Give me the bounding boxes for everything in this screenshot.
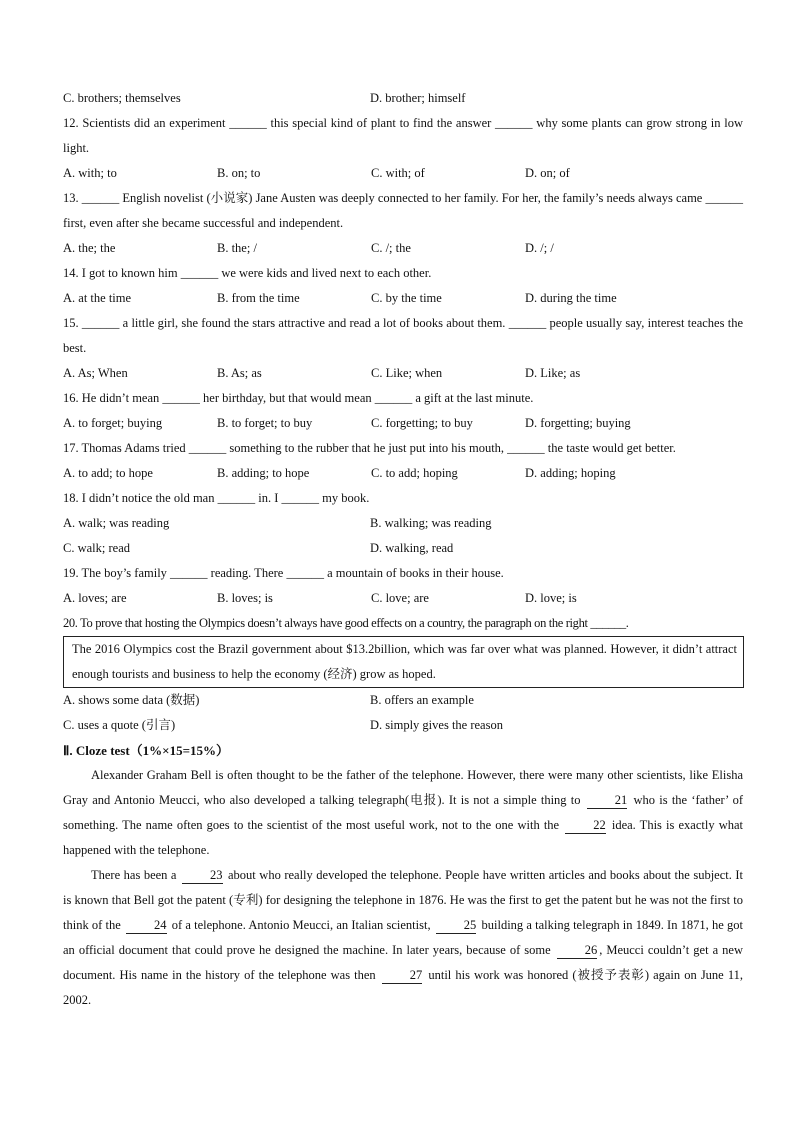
- question-13-stem: 13. ______ English novelist (小说家) Jane Austen was deeply connected to her family. For her, the family’s needs always came ______ first, even after she became successful and independent.: [63, 191, 743, 230]
- cloze-text: Alexander Graham Bell is often thought to be the father of the telephone. However, there were many other scientists, like Elisha Gray and Antonio Meucci, who also developed a talking telegraph(电报). It is not a simple thing to: [63, 768, 743, 807]
- question-12-stem: 12. Scientists did an experiment ______ this special kind of plant to find the answer ______ why some plants can grow strong in low light.: [63, 116, 743, 155]
- question-17-stem: 17. Thomas Adams tried ______ something to the rubber that he just put into his mouth, ______ the taste would get better.: [63, 441, 676, 455]
- cloze-text: building a talking telegraph in 1849. In 1871, he got an official document that could prove he designed the machine. In later years, because of some: [63, 918, 743, 957]
- question-16-stem: 16. He didn’t mean ______ her birthday, but that would mean ______ a gift at the last minute.: [63, 391, 534, 405]
- option-b: B. on; to: [217, 166, 261, 180]
- option-a: A. to forget; buying: [63, 416, 163, 430]
- cloze-text: of a telephone. Antonio Meucci, an Italian scientist,: [168, 918, 434, 932]
- option-d: D. /; /: [525, 241, 554, 255]
- option-d: D. love; is: [525, 591, 577, 605]
- question-20-stem: 20. To prove that hosting the Olympics doesn’t always have good effects on a country, the paragraph on the right ______.: [63, 616, 629, 630]
- option-d: D. during the time: [525, 291, 617, 305]
- option-d: D. forgetting; buying: [525, 416, 631, 430]
- option-b: B. adding; to hope: [217, 466, 310, 480]
- option-c: C. brothers; themselves: [63, 91, 181, 105]
- option-c: C. uses a quote (引言): [63, 718, 176, 732]
- cloze-text: There has been a: [91, 868, 180, 882]
- option-a: A. shows some data (数据): [63, 693, 200, 707]
- question-20-options-row2: [63, 713, 743, 738]
- option-c: C. love; are: [371, 591, 429, 605]
- option-d: D. simply gives the reason: [370, 718, 503, 732]
- blank-26[interactable]: 26: [557, 943, 598, 959]
- question-18-stem: 18. I didn’t notice the old man ______ in. I ______ my book.: [63, 491, 370, 505]
- question-12-options: [63, 161, 743, 186]
- blank-25[interactable]: 25: [436, 918, 477, 934]
- question-13-options: [63, 236, 743, 261]
- cloze-text: until his work was honored (被授予表彰) again on June 11, 2002.: [63, 968, 743, 1007]
- option-a: A. at the time: [63, 291, 132, 305]
- blank-21[interactable]: 21: [587, 793, 628, 809]
- question-14-stem: 14. I got to known him ______ we were kids and lived next to each other.: [63, 266, 432, 280]
- exam-page: [63, 86, 743, 1013]
- option-d: D. adding; hoping: [525, 466, 616, 480]
- blank-24[interactable]: 24: [126, 918, 167, 934]
- option-c: C. by the time: [371, 291, 442, 305]
- option-a: A. to add; to hope: [63, 466, 153, 480]
- option-b: B. offers an example: [370, 693, 474, 707]
- option-b: B. the; /: [217, 241, 257, 255]
- cloze-text: idea. This is exactly what happened with the telephone.: [63, 818, 743, 857]
- option-a: A. loves; are: [63, 591, 127, 605]
- blank-27[interactable]: 27: [382, 968, 423, 984]
- question-20-passage-box: The 2016 Olympics cost the Brazil government about $13.2billion, which was far over what was planned. However, it didn’t attract enough tourists and business to help the economy (经济) grow as hoped.: [63, 636, 744, 688]
- cloze-paragraph-1: [63, 763, 743, 863]
- cloze-text: who is the ‘father’ of something. The name often goes to the scientist of the most useful work, not to the one with the: [63, 793, 743, 832]
- question-19-options: [63, 586, 743, 611]
- option-d: D. walking, read: [370, 541, 454, 555]
- question-14-options: [63, 286, 743, 311]
- option-d: D. Like; as: [525, 366, 581, 380]
- question-15-options: [63, 361, 743, 386]
- q11-options: [63, 86, 743, 111]
- option-a: A. walk; was reading: [63, 516, 170, 530]
- question-16-options: [63, 411, 743, 436]
- option-d: D. on; of: [525, 166, 570, 180]
- option-c: C. forgetting; to buy: [371, 416, 473, 430]
- option-b: B. loves; is: [217, 591, 273, 605]
- option-c: C. walk; read: [63, 541, 130, 555]
- option-d: D. brother; himself: [370, 91, 466, 105]
- option-a: A. the; the: [63, 241, 116, 255]
- question-18-options-row2: [63, 536, 743, 561]
- option-a: A. with; to: [63, 166, 117, 180]
- question-17-options: [63, 461, 743, 486]
- question-15-stem: 15. ______ a little girl, she found the stars attractive and read a lot of books about them. ______ people usually say, interest teaches the best.: [63, 316, 743, 355]
- cloze-paragraph-2: [63, 863, 743, 1013]
- option-b: B. to forget; to buy: [217, 416, 313, 430]
- section-title-cloze: Ⅱ. Cloze test（1%×15=15%）: [63, 743, 229, 758]
- option-b: B. from the time: [217, 291, 300, 305]
- question-20-options-row1: [63, 688, 743, 713]
- cloze-text: , Meucci couldn’t get a new document. His name in the history of the telephone was then: [63, 943, 743, 982]
- blank-23[interactable]: 23: [182, 868, 223, 884]
- option-c: C. with; of: [371, 166, 425, 180]
- question-19-stem: 19. The boy’s family ______ reading. There ______ a mountain of books in their house.: [63, 566, 504, 580]
- option-c: C. Like; when: [371, 366, 443, 380]
- option-c: C. /; the: [371, 241, 411, 255]
- option-b: B. walking; was reading: [370, 516, 492, 530]
- blank-22[interactable]: 22: [565, 818, 606, 834]
- question-18-options-row1: [63, 511, 743, 536]
- option-c: C. to add; hoping: [371, 466, 458, 480]
- option-b: B. As; as: [217, 366, 262, 380]
- cloze-text: about who really developed the telephone. People have written articles and books about the subject. It is known that Bell got the patent (专利) for designing the telephone in 1876. He was the first to get the patent but he was not the first to think of the: [63, 868, 744, 932]
- option-a: A. As; When: [63, 366, 128, 380]
